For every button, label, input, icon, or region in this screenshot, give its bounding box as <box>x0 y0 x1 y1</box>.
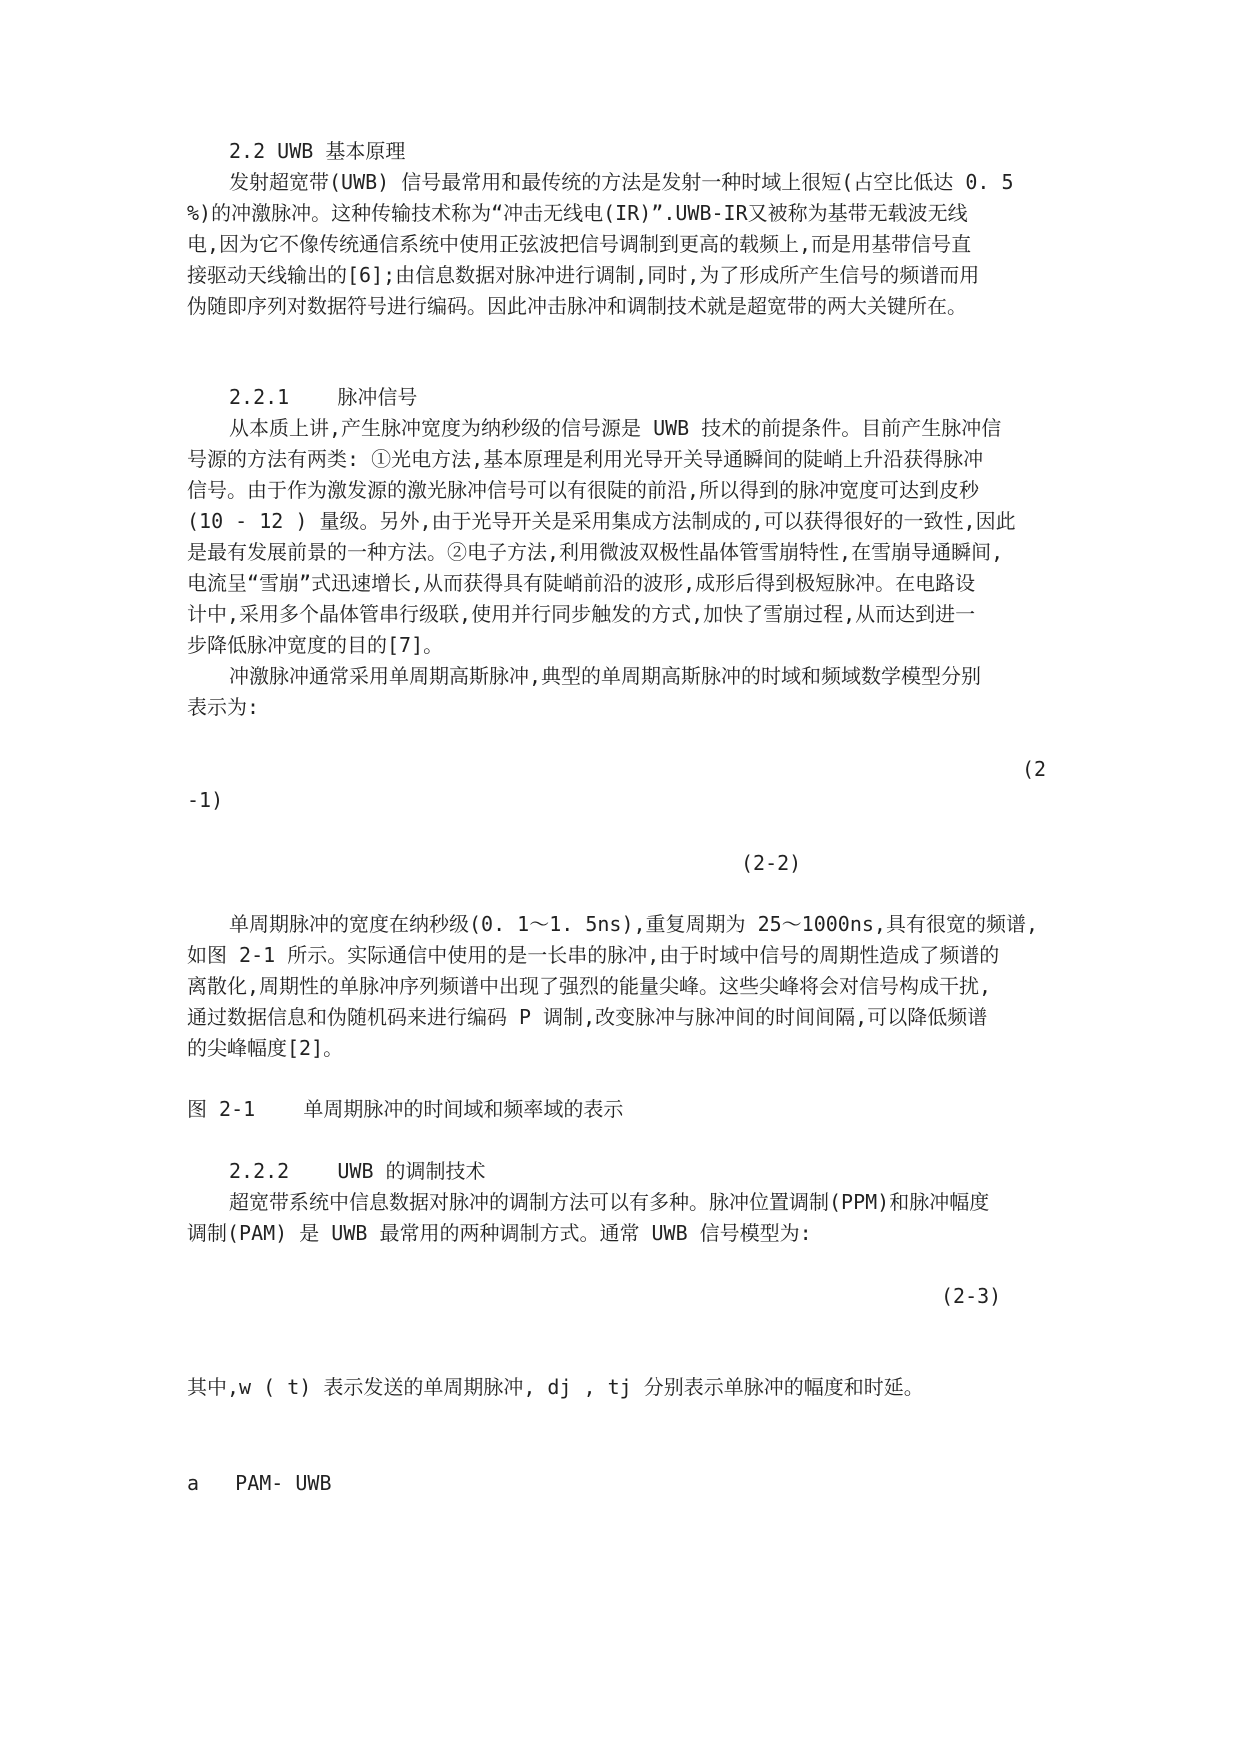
paragraph-line: 超宽带系统中信息数据对脉冲的调制方法可以有多种。脉冲位置调制(PPM)和脉冲幅度 <box>229 1190 990 1214</box>
paragraph-line: 电,因为它不像传统通信系统中使用正弦波把信号调制到更高的载频上,而是用基带信号直 <box>187 232 972 256</box>
subheading-a: a PAM- UWB <box>187 1471 332 1495</box>
paragraph-line: 调制(PAM) 是 UWB 最常用的两种调制方式。通常 UWB 信号模型为: <box>187 1221 812 1245</box>
paragraph-line: 电流呈“雪崩”式迅速增长,从而获得具有陡峭前沿的波形,成形后得到极短脉冲。在电路设 <box>187 571 976 595</box>
paragraph-line: 号源的方法有两类: ①光电方法,基本原理是利用光导开关导通瞬间的陡峭上升沿获得脉冲 <box>187 447 984 471</box>
figure-caption: 图 2-1 单周期脉冲的时间域和频率域的表示 <box>187 1097 624 1121</box>
paragraph-line: %)的冲激脉冲。这种传输技术称为“冲击无线电(IR)”.UWB-IR又被称为基带无载波无线 <box>187 201 968 225</box>
paragraph-line: 其中,w ( t) 表示发送的单周期脉冲, dj , tj 分别表示单脉冲的幅度和时延。 <box>187 1375 924 1399</box>
paragraph-line: 发射超宽带(UWB) 信号最常用和最传统的方法是发射一种时域上很短(占空比低达 0. 5 <box>229 170 1014 194</box>
paragraph-line: 信号。由于作为激发源的激光脉冲信号可以有很陡的前沿,所以得到的脉冲宽度可达到皮秒 <box>187 478 980 502</box>
paragraph-line: 通过数据信息和伪随机码来进行编码 P 调制,改变脉冲与脉冲间的时间间隔,可以降低频谱 <box>187 1005 988 1029</box>
equation-number-2-3: (2-3) <box>941 1284 1002 1308</box>
paragraph-line: 单周期脉冲的宽度在纳秒级(0. 1～1. 5ns),重复周期为 25～1000ns,具有很宽的频谱, <box>229 912 1038 936</box>
paragraph-line: 接驱动天线输出的[6];由信息数据对脉冲进行调制,同时,为了形成所产生信号的频谱而用 <box>187 263 980 287</box>
paragraph-line: 表示为: <box>187 695 260 719</box>
section-heading-2-2: 2.2 UWB 基本原理 <box>229 139 406 163</box>
paragraph-line: 计中,采用多个晶体管串行级联,使用并行同步触发的方式,加快了雪崩过程,从而达到进一 <box>187 602 976 626</box>
paragraph-line: 是最有发展前景的一种方法。②电子方法,利用微波双极性晶体管雪崩特性,在雪崩导通瞬间, <box>187 540 1004 564</box>
paragraph-line: (10 - 12 ) 量级。另外,由于光导开关是采用集成方法制成的,可以获得很好的一致性,因此 <box>187 509 1016 533</box>
paragraph-line: 伪随即序列对数据符号进行编码。因此冲击脉冲和调制技术就是超宽带的两大关键所在。 <box>187 294 967 318</box>
paragraph-line: 从本质上讲,产生脉冲宽度为纳秒级的信号源是 UWB 技术的前提条件。目前产生脉冲信 <box>229 416 1002 440</box>
paragraph-line: 的尖峰幅度[2]。 <box>187 1036 344 1060</box>
paragraph-line: 冲激脉冲通常采用单周期高斯脉冲,典型的单周期高斯脉冲的时域和频域数学模型分别 <box>229 664 982 688</box>
equation-number-2-1: (2 <box>1022 757 1047 781</box>
section-heading-2-2-1: 2.2.1 脉冲信号 <box>229 385 418 409</box>
paragraph-line: 如图 2-1 所示。实际通信中使用的是一长串的脉冲,由于时域中信号的周期性造成了频谱的 <box>187 943 1000 967</box>
equation-number-2-2: (2-2) <box>741 851 802 875</box>
paragraph-line: 步降低脉冲宽度的目的[7]。 <box>187 633 444 657</box>
paragraph-line: 离散化,周期性的单脉冲序列频谱中出现了强烈的能量尖峰。这些尖峰将会对信号构成干扰, <box>187 974 992 998</box>
section-heading-2-2-2: 2.2.2 UWB 的调制技术 <box>229 1159 486 1183</box>
equation-number-2-1-wrap: -1) <box>187 788 224 812</box>
